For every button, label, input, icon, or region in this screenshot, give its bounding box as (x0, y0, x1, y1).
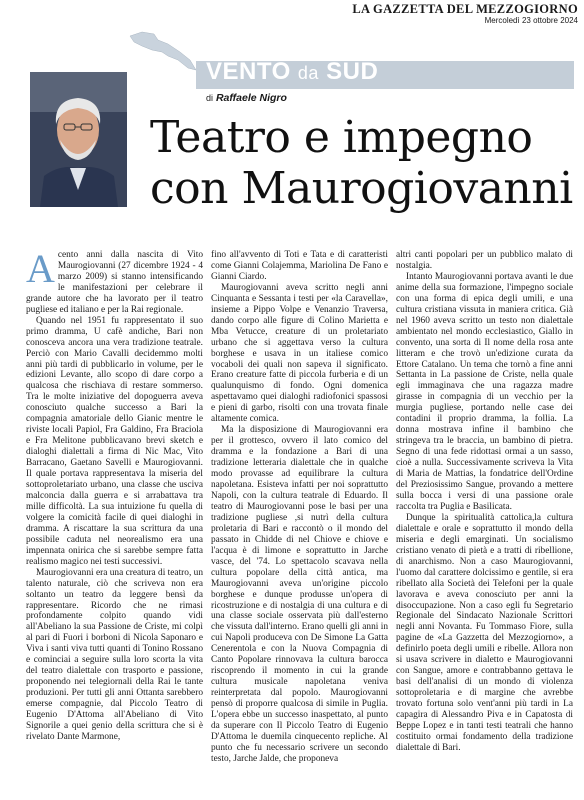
dropcap: A (26, 246, 55, 291)
section-title-sud: SUD (326, 58, 379, 85)
section-title-vento: VENTO (206, 58, 291, 85)
paragraph: fino all'avvento di Toti e Tata e di caratteristi come Gianni Colajemma, Mariolina De Fano e Gianni Ciardo. (211, 250, 388, 282)
author-photo (30, 72, 127, 207)
section-title-da: da (297, 63, 319, 83)
paragraph: Quando nel 1951 fu rappresentato il suo primo dramma, U cafè andiche, Bari non conosceva ancora una vera tradizione teatrale. Perciò con Mario Cavalli decidemmo molti anni più tardi di pubblicarlo in volume, per le edizioni Levante, allo scopo di dare corpo a qualcosa che rischiava di restare sommerso. Tra le molte iniziative del dopoguerra aveva conosciuto qualche successo a Bari la compagnia amatoriale dello Gianic mentre le riviste locali Papiol, Fra Galdino, Fra Braciola e Fra Melitone pubblicavano brevi sketch e dialoghi dialettali a firma di Nic Mac, Vito Barracano, Gaetano Savelli e Maurogiovanni. Il quale portava rappresentava la miseria del sottoproletariato urbano, una classe che usciva malconcia dalla guerra e si arrabattava tra mille difficoltà. La sua intuizione fu quella di volgere la comicità facile di quei dialoghi in dramma. A riscattare la sua scrittura da una possibile caduta nel neorealismo era una impennata onirica che si sarebbe sempre fatta realismo magico nei testi successivi. (26, 315, 203, 567)
section-title (206, 58, 378, 86)
paragraph: Ma la disposizione di Maurogiovanni era per il grottesco, ovvero il lato comico del dramma e la fondazione a Bari di una tradizione letteraria dialettale che in qualche modo provasse ad equilibrare la cultura napoletana. Esisteva infatti per noi soprattutto Napoli, con la cultura teatrale di Eduardo. Il teatro di Maurogiovanni pose le basi per una tradizione pugliese ,si nutrì della cultura proletaria di Bari e raccontò o il mondo del passato in Chidde di nel Chiove e chiove e l'acqua è di limone e soprattutto in Jarche vasce, del '74. Lo spettacolo scavava nella cultura popolare della città antica, ma Maurogiovanni aveva un'origine piccolo borghese e dunque produsse un'opera di ricostruzione e di nostalgia di una cultura e di una classe sociale osservata più dall'esterno che vissuta dall'interno. Erano quelli gli anni in cui Napoli produceva con De Simone La Gatta Cenerentola e con la Nuova Compagnia di Canto Popolare rinnovava la cultura barocca riscoprendo il momento in cui la grande cultura musicale napoletana veniva reinterpretata dal popolo. Maurogiovanni pensò di proporre qualcosa di simile in Puglia. L'opera ebbe un successo inaspettato, al punto da superare con Il Piccolo Teatro di Eugenio D'Attoma le duemila cinquecento repliche. Al punto che fu necessario scrivere un secondo testo, Jarche Jalde, che proponeva (211, 425, 388, 764)
article-column-3 (396, 250, 573, 795)
paragraph: Intanto Maurogiovanni portava avanti le due anime della sua formazione, l'impegno sociale con una forma di epica degli umili, e una cultura cristiana vissuta in maniera critica. Già nel 1960 aveva scritto un testo non dialettale ambientato nel mondo ecclesiastico, Giallo in convento, una sorta di Il nome della rosa ante litteram e che trovò un'edizione curata da Ettore Catalano. Un tema che tornò a fine anni Settanta in La passione de Criste, nella quale egli immaginava che una ragazza madre girasse in compagnia di un vecchio per la murgia pugliese, portando nelle case dei contadini il proprio dramma, la follia. La donna mostrava infine il bambino che stringeva tra le braccia, un bambino di pietra. Segno di una fede ridottasi ormai a un sasso, cioè a nulla. Successivamente scriveva la Vita di Maria de Mattias, la fondatrice dell'Ordine del Preziosissimo Sangue, provando a mettere sulla bocca i versi di una passione orale raccolta tra Puglia e Basilicata. (396, 271, 573, 512)
byline (206, 92, 287, 104)
newspaper-name: LA GAZZETTA DEL MEZZOGIORNO (352, 2, 578, 16)
issue-date: Mercoledì 23 ottobre 2024 (484, 16, 578, 25)
author-name: Raffaele Nigro (215, 92, 287, 104)
article-column-2 (211, 250, 388, 795)
paragraph: Dunque la spiritualità cattolica,la cultura dialettale e orale e soprattutto il mondo della miseria e degli emarginati. Un socialismo cristiano venato di pietà e a tratti di ribellione, di anarchismo. Non a caso Maurogiovanni, l'uomo dal carattere dolcissimo e gentile, si era ribellato alla Società dei Telefoni per la quale lavorava e aveva conosciuto per anni la disoccupazione. Non a caso egli fu Segretario Regionale del Sindacato Nazionale Scrittori negli anni Novanta. Fu Tommaso Fiore, sulla pagine de «La Gazzetta del Mezzogiorno», a definirlo poeta degli umili e ribelle. Allora non si usava scrivere in dialetto e Maurogiovanni con Sangue, amore e contrabbanno gettava le basi dell'analisi di un mondo di violenza sottoproletaria e di margine che avrebbe trovato fortuna solo vent'anni più tardi in La capagira di Alessandro Piva e in Capatosta di Beppe Lopez e in tanti testi teatrali che hanno costituito ormai fondamento della tradizione dialettale di Bari. (396, 512, 573, 753)
paragraph: Maurogiovanni era una creatura di teatro, un talento naturale, ciò che scriveva non era soltanto un teatro da leggere bensì da rappresentare. Ricordo che ne rimasi profondamente colpito quando vidi all'Abeliano la sua Passione de Criste, mi colpì al pari di Fuori i borboni di Nicola Saponaro e Viva i santi viva tutti quanti di Tonino Rossano e cominciai a seguire sulla loro scorta la vita del teatro dialettale con trasporto e passione, proponendo nei telegiornali della Rai le tante produzioni. Per tutti gli anni Ottanta sarebbero emerse compagnie, dal Piccolo Teatro di Eugenio D'Attoma all'Abeliano di Vito Signorile a quei genio della scrittura che si è rivelato Dante Marmone, (26, 567, 203, 742)
paragraph: altri canti popolari per un pubblico malato di nostalgia. (396, 250, 573, 271)
paragraph: Maurogiovanni aveva scritto negli anni Cinquanta e Sessanta i testi per «la Caravella», insieme a Pippo Volpe e Venanzio Traversa, dando corpo alle figure di Colino Marietta e Mba Vetucce, creature di un proletariato urbano che si aggettava verso la cultura borghese e usava in un italiese comico vocaboli dei quali non sapeva il significato. Erano creature fatte di piccola furberia e di un qualunquismo di fondo. Ogni domenica aspettavamo quei dialoghi radiofonici spassosi e pieni di garbo, risolti con una trovata finale altamente comica. (211, 282, 388, 425)
puglia-map-graphic (128, 30, 198, 74)
headline (150, 112, 573, 214)
headline-line-2: con Maurogiovanni (150, 163, 573, 214)
masthead (352, 2, 578, 25)
article-column-1 (26, 246, 203, 795)
article-body (26, 246, 574, 795)
headline-line-1: Teatro e impegno (150, 112, 533, 163)
paragraph: cento anni dalla nascita di Vito Maurogiovanni (27 dicembre 1924 - 4 marzo 2009) si stanno intensificando le manifestazioni per celebrare il grande autore che ha lavorato per il teatro pugliese ed italiano e per la Rai regionale. (26, 250, 203, 315)
byline-prefix: di (206, 93, 214, 103)
